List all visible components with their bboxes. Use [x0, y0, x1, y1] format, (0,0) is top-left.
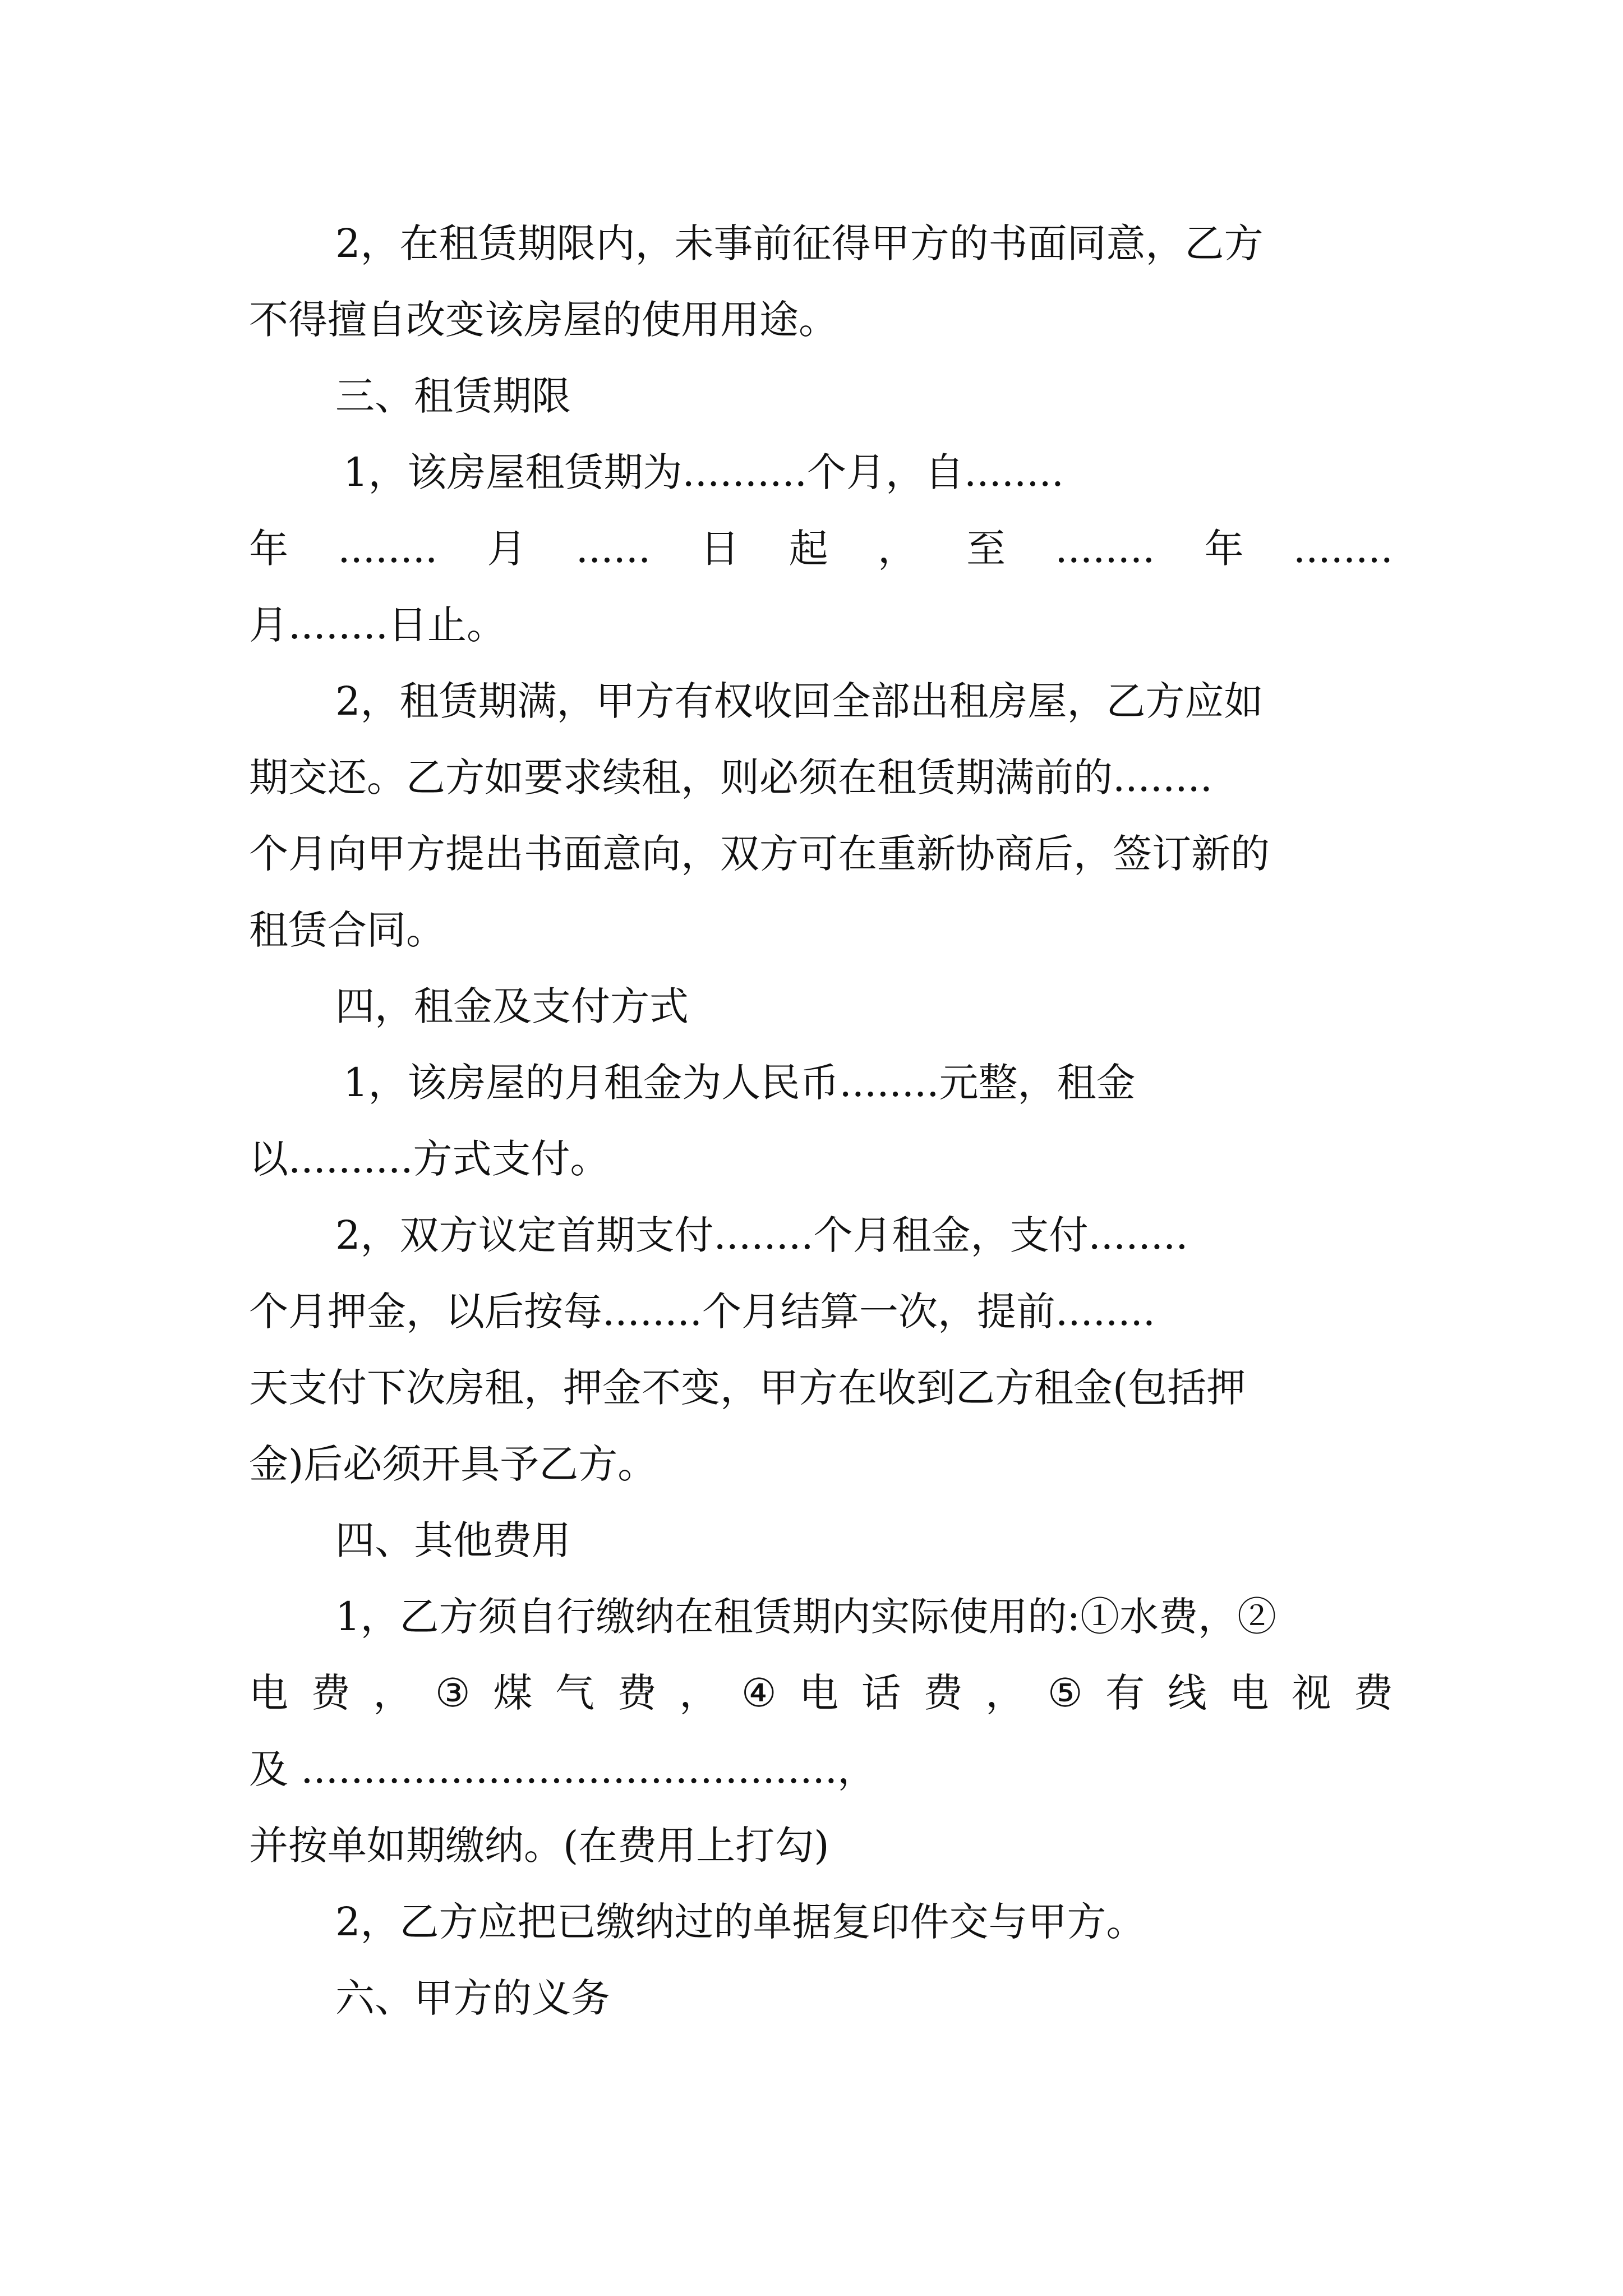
text-fragment: 费: [923, 1670, 963, 1716]
text-line: 个月向甲方提出书面意向，双方可在重新协商后，签订新的: [249, 831, 1270, 877]
text-fragment: ，: [985, 1670, 1025, 1716]
text-fragment: ........: [338, 526, 438, 572]
text-line: 天支付下次房租，押金不变，甲方在收到乙方租金(包括押: [249, 1365, 1246, 1411]
text-fragment: ，: [373, 1670, 413, 1716]
text-line: 租赁合同。: [249, 907, 445, 953]
text-fragment: ④: [741, 1670, 777, 1716]
text-line: 并按单如期缴纳。(在费用上打勾): [249, 1823, 829, 1869]
text-line: 期交还。乙方如要求续租，则必须在租赁期满前的........: [249, 754, 1213, 800]
text-line: 1，该房屋的月租金为人民币........元整，租金: [343, 1060, 1136, 1106]
text-fragment: 月: [487, 526, 527, 572]
text-line: 及 ...........................................，: [249, 1746, 877, 1792]
text-fragment: 视: [1292, 1670, 1331, 1716]
text-fragment: 至: [966, 526, 1006, 572]
text-fragment: ......: [575, 526, 651, 572]
section-heading: 三、租赁期限: [335, 373, 571, 419]
text-fragment: ，: [877, 526, 917, 572]
text-fragment: 线: [1167, 1670, 1207, 1716]
text-fragment: 年: [1204, 526, 1244, 572]
text-line: 金)后必须开具予乙方。: [249, 1441, 657, 1487]
text-line: 1，该房屋租赁期为..........个月，自........: [343, 449, 1064, 495]
text-line: 1，乙方须自行缴纳在租赁期内实际使用的:①水费，②: [335, 1594, 1277, 1640]
section-heading: 六、甲方的义务: [335, 1975, 610, 2021]
text-fragment: 费: [617, 1670, 657, 1716]
text-fragment: ........: [1293, 526, 1393, 572]
text-line: 2，乙方应把已缴纳过的单据复印件交与甲方。: [335, 1899, 1146, 1945]
text-line: 个月押金，以后按每........个月结算一次，提前........: [249, 1289, 1156, 1335]
section-heading: 四、其他费用: [335, 1517, 571, 1563]
text-fragment: 费: [1353, 1670, 1393, 1716]
text-fragment: 电: [1229, 1670, 1269, 1716]
text-line: 2，双方议定首期支付........个月租金，支付........: [335, 1212, 1188, 1258]
text-fragment: ⑤: [1047, 1670, 1083, 1716]
text-fragment: 有: [1105, 1670, 1145, 1716]
text-line: 不得擅自改变该房屋的使用用途。: [249, 297, 838, 343]
text-fragment: 话: [861, 1670, 901, 1716]
justified-line: [249, 1655, 1393, 1731]
text-fragment: 日: [700, 526, 740, 572]
text-line: 2，租赁期满，甲方有权收回全部出租房屋，乙方应如: [335, 678, 1264, 724]
text-line: 以..........方式支付。: [249, 1136, 610, 1182]
text-fragment: 电: [799, 1670, 839, 1716]
text-fragment: 电: [249, 1670, 288, 1716]
text-fragment: 煤: [493, 1670, 533, 1716]
text-fragment: ③: [435, 1670, 471, 1716]
text-line: 月........日止。: [249, 602, 506, 648]
text-fragment: 费: [311, 1670, 351, 1716]
text-fragment: 年: [249, 526, 288, 572]
text-fragment: ，: [679, 1670, 719, 1716]
text-fragment: 气: [555, 1670, 594, 1716]
text-line: 2，在租赁期限内，未事前征得甲方的书面同意，乙方: [335, 220, 1264, 266]
text-fragment: 起: [789, 526, 828, 572]
justified-line: [249, 510, 1393, 587]
section-heading: 四，租金及支付方式: [335, 983, 689, 1029]
text-fragment: ........: [1055, 526, 1155, 572]
